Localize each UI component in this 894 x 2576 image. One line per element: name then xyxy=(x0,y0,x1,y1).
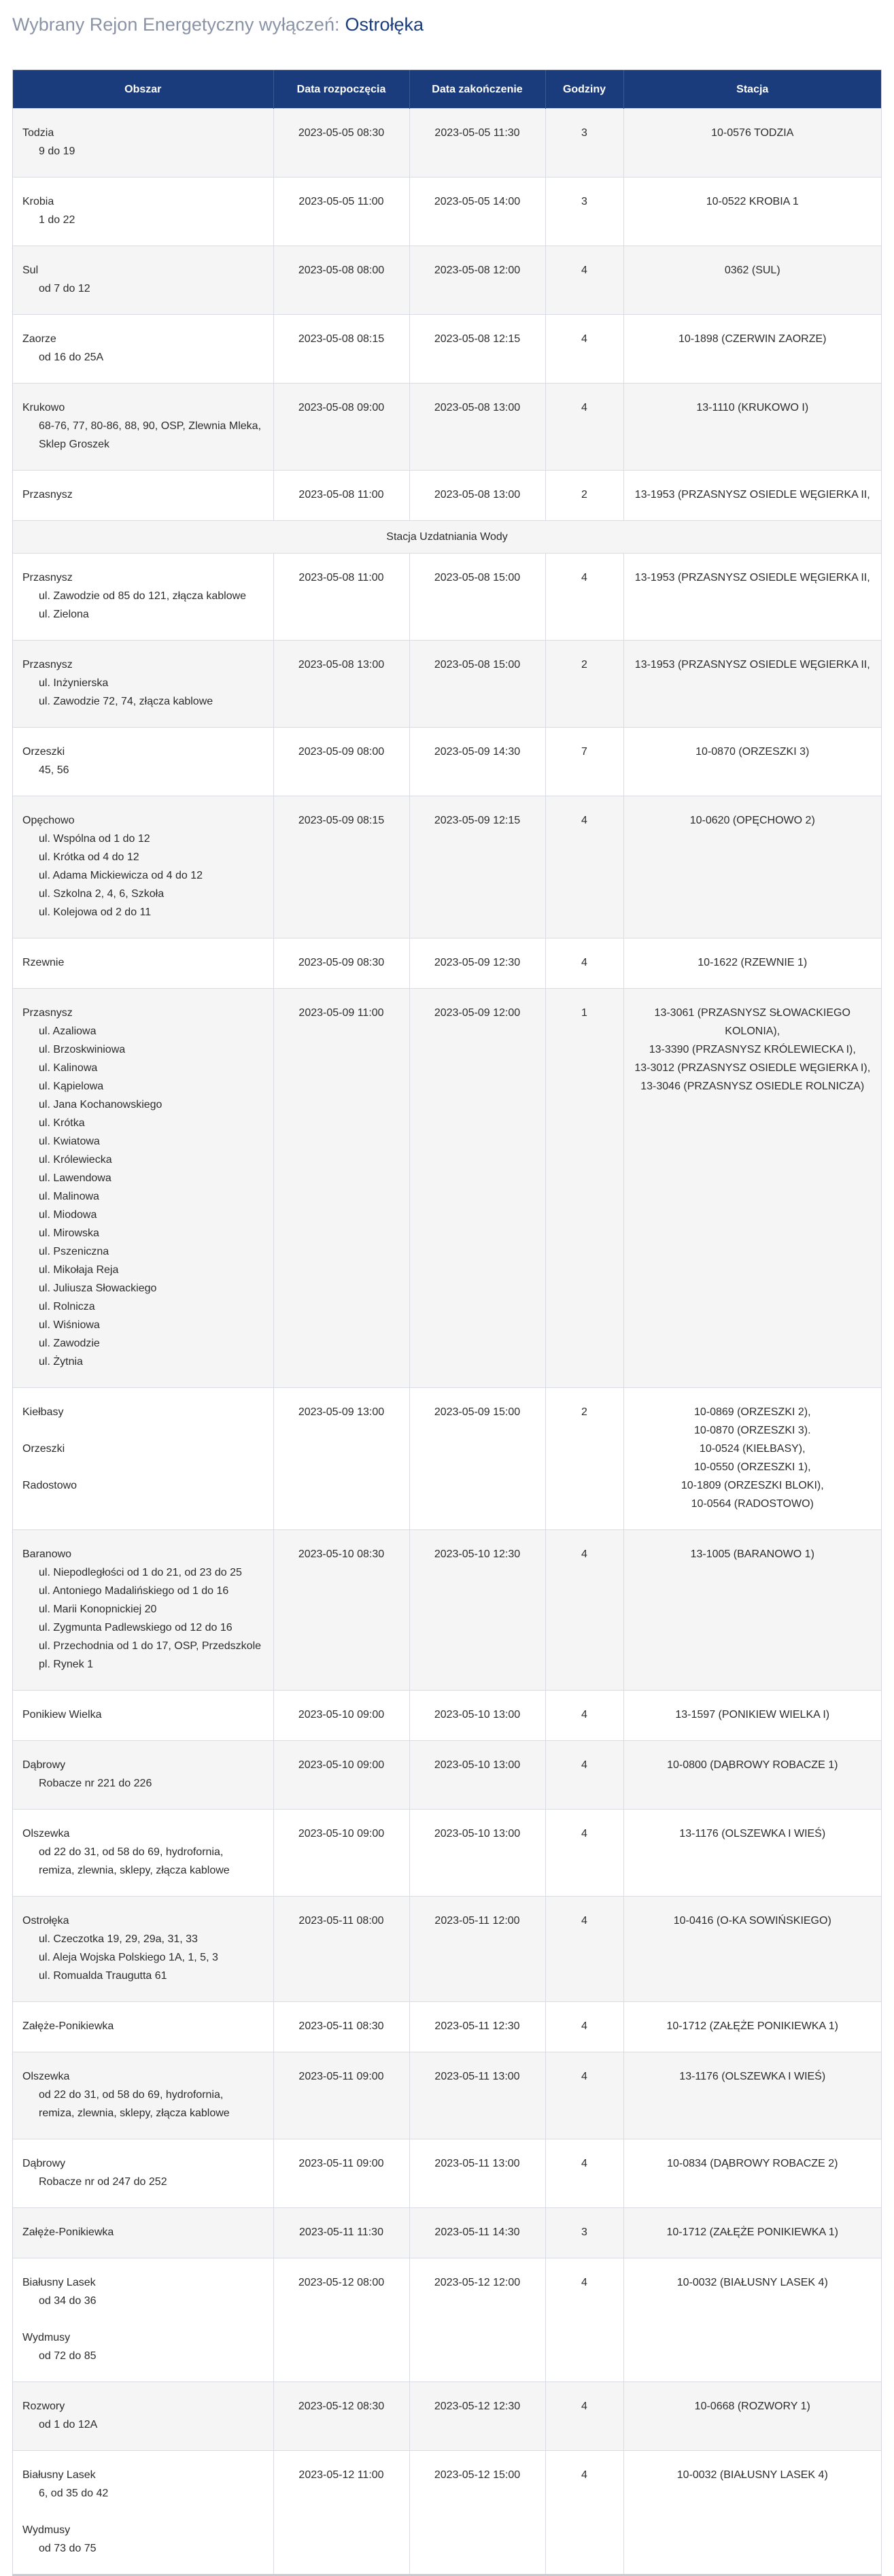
area-detail: ul. Krótka od 4 do 12 xyxy=(39,851,139,863)
area-detail: od 73 do 75 xyxy=(39,2543,97,2554)
cell-area xyxy=(13,796,273,938)
area-locality: Krukowo xyxy=(22,402,65,413)
table-row xyxy=(13,315,881,384)
cell-start-date: 2023-05-11 08:30 xyxy=(273,2002,409,2052)
cell-start-date: 2023-05-09 08:15 xyxy=(273,796,409,938)
area-locality: Orzeszki xyxy=(22,746,65,758)
area-detail: ul. Rolnicza xyxy=(39,1301,95,1312)
cell-end-date: 2023-05-10 13:00 xyxy=(409,1741,545,1810)
area-detail: ul. Wspólna od 1 do 12 xyxy=(39,833,150,845)
cell-hours: 4 xyxy=(545,2139,623,2208)
area-locality: Orzeszki xyxy=(22,1443,65,1455)
table-row xyxy=(13,1741,881,1810)
cell-start-date: 2023-05-08 08:15 xyxy=(273,315,409,384)
cell-area xyxy=(13,384,273,471)
table-body xyxy=(13,109,881,2575)
station-line: 13-3390 (PRZASNYSZ KRÓLEWIECKA I), xyxy=(649,1044,856,1055)
cell-hours: 4 xyxy=(545,1897,623,2002)
cell-end-date: 2023-05-09 12:30 xyxy=(409,938,545,989)
area-detail: ul. Brzoskwiniowa xyxy=(39,1044,126,1055)
cell-end-date: 2023-05-09 12:00 xyxy=(409,989,545,1388)
station-line: 10-0576 TODZIA xyxy=(711,127,794,139)
cell-end-date: 2023-05-09 12:15 xyxy=(409,796,545,938)
cell-hours: 3 xyxy=(545,2208,623,2258)
area-locality: Krobia xyxy=(22,196,54,207)
area-detail: remiza, zlewnia, sklepy, złącza kablowe xyxy=(39,2107,230,2119)
table-row xyxy=(13,384,881,471)
station-line: 10-1898 (CZERWIN ZAORZE) xyxy=(678,333,827,345)
cell-area xyxy=(13,1388,273,1530)
area-spacer xyxy=(22,2503,264,2521)
station-line: 10-0834 (DĄBROWY ROBACZE 2) xyxy=(667,2158,838,2169)
station-line: 10-0870 (ORZESZKI 3) xyxy=(695,746,810,758)
area-detail: ul. Pszeniczna xyxy=(39,1246,109,1257)
table-row xyxy=(13,1530,881,1691)
cell-hours: 4 xyxy=(545,1741,623,1810)
area-locality: Todzia xyxy=(22,127,54,139)
table-row xyxy=(13,554,881,641)
area-locality: Dąbrowy xyxy=(22,2158,66,2169)
cell-area xyxy=(13,2208,273,2258)
cell-station xyxy=(623,2382,881,2451)
cell-end-date: 2023-05-10 13:00 xyxy=(409,1691,545,1741)
station-line: 10-0416 (O-KA SOWIŃSKIEGO) xyxy=(673,1915,831,1927)
area-detail: pl. Rynek 1 xyxy=(39,1659,94,1670)
table-row xyxy=(13,1897,881,2002)
cell-station xyxy=(623,728,881,796)
cell-hours: 4 xyxy=(545,554,623,641)
cell-station xyxy=(623,2208,881,2258)
area-detail: ul. Mikołaja Reja xyxy=(39,1264,119,1276)
area-detail: ul. Królewiecka xyxy=(39,1154,112,1166)
area-detail: ul. Lawendowa xyxy=(39,1172,111,1184)
area-detail: ul. Kwiatowa xyxy=(39,1136,100,1147)
area-detail: ul. Adama Mickiewicza od 4 do 12 xyxy=(39,870,203,881)
cell-end-date: 2023-05-12 15:00 xyxy=(409,2451,545,2575)
cell-hours: 4 xyxy=(545,2002,623,2052)
station-line: 10-0800 (DĄBROWY ROBACZE 1) xyxy=(667,1759,838,1771)
cell-start-date: 2023-05-12 11:00 xyxy=(273,2451,409,2575)
area-detail: od 1 do 12A xyxy=(39,2419,98,2430)
area-locality: Olszewka xyxy=(22,2071,70,2082)
area-detail: ul. Zawodzie xyxy=(39,1338,100,1349)
column-header-station: Stacja xyxy=(623,70,881,109)
cell-area xyxy=(13,1810,273,1897)
cell-station xyxy=(623,796,881,938)
area-locality: Zaorze xyxy=(22,333,56,345)
cell-end-date: 2023-05-10 13:00 xyxy=(409,1810,545,1897)
area-detail: ul. Aleja Wojska Polskiego 1A, 1, 5, 3 xyxy=(39,1952,218,1963)
area-detail: Robacze nr 221 do 226 xyxy=(39,1778,152,1789)
cell-area xyxy=(13,109,273,177)
area-detail: remiza, zlewnia, sklepy, złącza kablowe xyxy=(39,1865,230,1876)
area-spacer xyxy=(22,1421,264,1440)
station-line: 10-0869 (ORZESZKI 2), xyxy=(693,1406,811,1418)
cell-hours: 2 xyxy=(545,641,623,728)
area-locality: Załęże-Ponikiewka xyxy=(22,2020,114,2032)
cell-start-date: 2023-05-12 08:30 xyxy=(273,2382,409,2451)
table-row xyxy=(13,1691,881,1741)
cell-end-date: 2023-05-10 12:30 xyxy=(409,1530,545,1691)
column-header-start-date: Data rozpoczęcia xyxy=(273,70,409,109)
cell-end-date: 2023-05-08 12:15 xyxy=(409,315,545,384)
cell-hours: 4 xyxy=(545,2382,623,2451)
cell-start-date: 2023-05-10 09:00 xyxy=(273,1691,409,1741)
table-note-row xyxy=(13,521,881,554)
area-locality: Kiełbasy xyxy=(22,1406,64,1418)
column-header-hours: Godziny xyxy=(545,70,623,109)
area-detail: ul. Kolejowa od 2 do 11 xyxy=(39,906,152,918)
table-row xyxy=(13,2052,881,2139)
cell-station xyxy=(623,1388,881,1530)
cell-station xyxy=(623,384,881,471)
cell-area xyxy=(13,2052,273,2139)
station-line: 10-0524 (KIEŁBASY), xyxy=(699,1443,806,1455)
table-row xyxy=(13,938,881,989)
area-detail: 68-76, 77, 80-86, 88, 90, OSP, Zlewnia Mleka, xyxy=(39,420,262,432)
area-detail: ul. Wiśniowa xyxy=(39,1319,100,1331)
table-row xyxy=(13,246,881,315)
station-line: 13-3046 (PRZASNYSZ OSIEDLE ROLNICZA) xyxy=(640,1081,865,1092)
area-detail: 9 do 19 xyxy=(39,146,75,157)
station-line: 13-3061 (PRZASNYSZ SŁOWACKIEGO KOLONIA), xyxy=(654,1007,850,1037)
cell-hours: 4 xyxy=(545,796,623,938)
station-line: 10-0620 (OPĘCHOWO 2) xyxy=(689,815,815,826)
cell-start-date: 2023-05-08 11:00 xyxy=(273,471,409,521)
cell-area xyxy=(13,938,273,989)
table-row xyxy=(13,2208,881,2258)
station-line: 10-0564 (RADOSTOWO) xyxy=(691,1498,814,1510)
cell-station xyxy=(623,938,881,989)
cell-start-date: 2023-05-08 11:00 xyxy=(273,554,409,641)
station-line: 13-1953 (PRZASNYSZ OSIEDLE WĘGIERKA II, xyxy=(634,572,870,583)
table-row xyxy=(13,2382,881,2451)
cell-station xyxy=(623,1897,881,2002)
cell-area xyxy=(13,315,273,384)
cell-start-date: 2023-05-08 09:00 xyxy=(273,384,409,471)
cell-station xyxy=(623,2139,881,2208)
area-detail: 6, od 35 do 42 xyxy=(39,2488,109,2499)
cell-area xyxy=(13,1897,273,2002)
area-detail: ul. Inżynierska xyxy=(39,677,109,689)
table-row xyxy=(13,471,881,521)
cell-hours: 4 xyxy=(545,938,623,989)
cell-end-date: 2023-05-11 12:00 xyxy=(409,1897,545,2002)
cell-area xyxy=(13,2258,273,2382)
area-locality: Białusny Lasek xyxy=(22,2469,96,2481)
area-locality: Ostrołęka xyxy=(22,1915,69,1927)
station-line: 13-1110 (KRUKOWO I) xyxy=(696,402,809,413)
area-detail: ul. Kalinowa xyxy=(39,1062,98,1074)
station-line: 13-1597 (PONIKIEW WIELKA I) xyxy=(675,1709,830,1721)
table-row xyxy=(13,2451,881,2575)
area-detail: ul. Zygmunta Padlewskiego od 12 do 16 xyxy=(39,1622,233,1633)
cell-end-date: 2023-05-11 13:00 xyxy=(409,2052,545,2139)
cell-hours: 3 xyxy=(545,177,623,246)
area-detail: ul. Marii Konopnickiej 20 xyxy=(39,1604,157,1615)
cell-station xyxy=(623,246,881,315)
page-title-label: Wybrany Rejon Energetyczny wyłączeń: xyxy=(12,14,340,35)
area-detail: ul. Kąpielowa xyxy=(39,1081,104,1092)
cell-station xyxy=(623,554,881,641)
area-detail: ul. Żytnia xyxy=(39,1356,83,1368)
cell-end-date: 2023-05-11 12:30 xyxy=(409,2002,545,2052)
area-locality: Białusny Lasek xyxy=(22,2277,96,2288)
station-line: 10-0870 (ORZESZKI 3). xyxy=(693,1425,811,1436)
table-row xyxy=(13,1810,881,1897)
cell-area xyxy=(13,471,273,521)
area-locality: Opęchowo xyxy=(22,815,75,826)
area-spacer xyxy=(22,2310,264,2328)
table-row xyxy=(13,796,881,938)
cell-hours: 4 xyxy=(545,2451,623,2575)
cell-area xyxy=(13,2382,273,2451)
cell-start-date: 2023-05-09 11:00 xyxy=(273,989,409,1388)
cell-end-date: 2023-05-11 13:00 xyxy=(409,2139,545,2208)
cell-area xyxy=(13,177,273,246)
cell-area xyxy=(13,641,273,728)
region-name: Ostrołęka xyxy=(345,14,424,35)
cell-hours: 4 xyxy=(545,246,623,315)
cell-hours: 4 xyxy=(545,1530,623,1691)
area-locality: Sul xyxy=(22,265,39,276)
area-detail: 1 do 22 xyxy=(39,214,75,226)
area-detail: ul. Malinowa xyxy=(39,1191,99,1202)
cell-end-date: 2023-05-08 15:00 xyxy=(409,641,545,728)
cell-area xyxy=(13,989,273,1388)
cell-station xyxy=(623,2451,881,2575)
area-detail: ul. Szkolna 2, 4, 6, Szkoła xyxy=(39,888,165,900)
cell-start-date: 2023-05-12 08:00 xyxy=(273,2258,409,2382)
area-detail: od 72 do 85 xyxy=(39,2350,97,2362)
cell-station xyxy=(623,2002,881,2052)
column-header-area: Obszar xyxy=(13,70,273,109)
column-header-end-date: Data zakończenie xyxy=(409,70,545,109)
cell-start-date: 2023-05-10 09:00 xyxy=(273,1810,409,1897)
table-row xyxy=(13,641,881,728)
cell-station xyxy=(623,109,881,177)
table-row xyxy=(13,2258,881,2382)
station-line: 13-3012 (PRZASNYSZ OSIEDLE WĘGIERKA I), xyxy=(634,1062,871,1074)
station-line: 13-1176 (OLSZEWKA I WIEŚ) xyxy=(679,1828,826,1840)
cell-hours: 4 xyxy=(545,2258,623,2382)
cell-area xyxy=(13,2139,273,2208)
area-detail: ul. Zielona xyxy=(39,609,89,620)
area-detail: od 22 do 31, od 58 do 69, hydrofornia, xyxy=(39,1846,224,1858)
table-row xyxy=(13,1388,881,1530)
cell-area xyxy=(13,728,273,796)
station-line: 10-0522 KROBIA 1 xyxy=(706,196,799,207)
area-detail: ul. Miodowa xyxy=(39,1209,97,1221)
cell-station xyxy=(623,641,881,728)
area-locality: Przasnysz xyxy=(22,489,73,501)
area-locality: Olszewka xyxy=(22,1828,70,1840)
cell-start-date: 2023-05-09 08:00 xyxy=(273,728,409,796)
cell-start-date: 2023-05-11 11:30 xyxy=(273,2208,409,2258)
cell-area xyxy=(13,1530,273,1691)
cell-start-date: 2023-05-10 08:30 xyxy=(273,1530,409,1691)
area-detail: ul. Azaliowa xyxy=(39,1026,97,1037)
area-locality: Załęże-Ponikiewka xyxy=(22,2226,114,2238)
station-line: 13-1005 (BARANOWO 1) xyxy=(690,1548,814,1560)
area-spacer xyxy=(22,1458,264,1476)
area-locality: Ponikiew Wielka xyxy=(22,1709,102,1721)
outages-table-container xyxy=(12,69,882,2576)
area-detail: ul. Niepodległości od 1 do 21, od 23 do 25 xyxy=(39,1567,242,1578)
area-detail: Sklep Groszek xyxy=(39,439,110,450)
cell-hours: 2 xyxy=(545,1388,623,1530)
cell-hours: 4 xyxy=(545,2052,623,2139)
area-detail: Robacze nr od 247 do 252 xyxy=(39,2176,167,2188)
station-line: 13-1176 (OLSZEWKA I WIEŚ) xyxy=(679,2071,826,2082)
table-row xyxy=(13,109,881,177)
area-detail: ul. Zawodzie 72, 74, złącza kablowe xyxy=(39,696,213,707)
area-detail: 45, 56 xyxy=(39,764,69,776)
station-line: 10-0550 (ORZESZKI 1), xyxy=(693,1461,811,1473)
cell-start-date: 2023-05-11 08:00 xyxy=(273,1897,409,2002)
cell-hours: 7 xyxy=(545,728,623,796)
header-row xyxy=(13,70,881,109)
area-locality: Baranowo xyxy=(22,1548,72,1560)
area-locality: Wydmusy xyxy=(22,2524,71,2536)
cell-start-date: 2023-05-11 09:00 xyxy=(273,2052,409,2139)
area-detail: ul. Romualda Traugutta 61 xyxy=(39,1970,167,1982)
cell-station xyxy=(623,1530,881,1691)
table-row xyxy=(13,2002,881,2052)
cell-hours: 4 xyxy=(545,384,623,471)
cell-end-date: 2023-05-08 12:00 xyxy=(409,246,545,315)
area-locality: Dąbrowy xyxy=(22,1759,66,1771)
area-detail: ul. Przechodnia od 1 do 17, OSP, Przedszkole xyxy=(39,1640,262,1652)
area-detail: ul. Antoniego Madalińskiego od 1 do 16 xyxy=(39,1585,229,1597)
cell-area xyxy=(13,246,273,315)
area-detail: od 16 do 25A xyxy=(39,352,104,363)
area-detail: od 34 do 36 xyxy=(39,2295,97,2307)
area-detail: ul. Mirowska xyxy=(39,1227,99,1239)
station-line: 10-1712 (ZAŁĘŻE PONIKIEWKA 1) xyxy=(666,2020,839,2032)
cell-end-date: 2023-05-12 12:30 xyxy=(409,2382,545,2451)
station-line: 10-1809 (ORZESZKI BLOKI), xyxy=(681,1480,824,1491)
area-locality: Przasnysz xyxy=(22,572,73,583)
cell-start-date: 2023-05-10 09:00 xyxy=(273,1741,409,1810)
station-line: 10-1712 (ZAŁĘŻE PONIKIEWKA 1) xyxy=(666,2226,839,2238)
area-detail: ul. Juliusza Słowackiego xyxy=(39,1283,157,1294)
area-detail: ul. Zawodzie od 85 do 121, złącza kablowe xyxy=(39,590,247,602)
area-locality: Wydmusy xyxy=(22,2332,71,2343)
area-detail: od 22 do 31, od 58 do 69, hydrofornia, xyxy=(39,2089,224,2101)
outages-table xyxy=(13,70,881,2574)
table-row xyxy=(13,728,881,796)
area-detail: ul. Krótka xyxy=(39,1117,85,1129)
area-detail: ul. Jana Kochanowskiego xyxy=(39,1099,162,1111)
cell-hours: 1 xyxy=(545,989,623,1388)
cell-hours: 3 xyxy=(545,109,623,177)
cell-hours: 4 xyxy=(545,315,623,384)
area-locality: Radostowo xyxy=(22,1480,78,1491)
cell-end-date: 2023-05-08 13:00 xyxy=(409,471,545,521)
cell-start-date: 2023-05-08 08:00 xyxy=(273,246,409,315)
station-line: 13-1953 (PRZASNYSZ OSIEDLE WĘGIERKA II, xyxy=(634,659,870,671)
cell-start-date: 2023-05-09 13:00 xyxy=(273,1388,409,1530)
cell-area xyxy=(13,554,273,641)
station-line: 13-1953 (PRZASNYSZ OSIEDLE WĘGIERKA II, xyxy=(634,489,870,501)
cell-station xyxy=(623,989,881,1388)
cell-station xyxy=(623,1691,881,1741)
cell-end-date: 2023-05-12 12:00 xyxy=(409,2258,545,2382)
cell-end-date: 2023-05-11 14:30 xyxy=(409,2208,545,2258)
cell-end-date: 2023-05-05 14:00 xyxy=(409,177,545,246)
cell-end-date: 2023-05-08 13:00 xyxy=(409,384,545,471)
area-locality: Rzewnie xyxy=(22,957,65,968)
area-locality: Przasnysz xyxy=(22,659,73,671)
cell-end-date: 2023-05-08 15:00 xyxy=(409,554,545,641)
cell-note: Stacja Uzdatniania Wody xyxy=(13,521,881,554)
table-row xyxy=(13,2139,881,2208)
table-header xyxy=(13,70,881,109)
table-row xyxy=(13,177,881,246)
cell-area xyxy=(13,2451,273,2575)
cell-area xyxy=(13,1691,273,1741)
station-line: 10-1622 (RZEWNIE 1) xyxy=(698,957,808,968)
station-line: 10-0032 (BIAŁUSNY LASEK 4) xyxy=(676,2469,828,2481)
cell-start-date: 2023-05-05 11:00 xyxy=(273,177,409,246)
cell-station xyxy=(623,2052,881,2139)
cell-end-date: 2023-05-09 15:00 xyxy=(409,1388,545,1530)
cell-area xyxy=(13,2002,273,2052)
area-locality: Rozwory xyxy=(22,2401,65,2412)
cell-start-date: 2023-05-09 08:30 xyxy=(273,938,409,989)
station-line: 10-0668 (ROZWORY 1) xyxy=(694,2401,810,2412)
cell-end-date: 2023-05-05 11:30 xyxy=(409,109,545,177)
cell-station xyxy=(623,1810,881,1897)
page-title xyxy=(12,0,882,49)
cell-station xyxy=(623,2258,881,2382)
area-detail: ul. Czeczotka 19, 29, 29a, 31, 33 xyxy=(39,1933,198,1945)
cell-start-date: 2023-05-11 09:00 xyxy=(273,2139,409,2208)
cell-hours: 4 xyxy=(545,1691,623,1741)
cell-area xyxy=(13,1741,273,1810)
cell-station xyxy=(623,471,881,521)
cell-start-date: 2023-05-05 08:30 xyxy=(273,109,409,177)
cell-hours: 2 xyxy=(545,471,623,521)
station-line: 0362 (SUL) xyxy=(724,265,780,276)
area-detail: od 7 do 12 xyxy=(39,283,90,294)
cell-end-date: 2023-05-09 14:30 xyxy=(409,728,545,796)
cell-station xyxy=(623,1741,881,1810)
cell-station xyxy=(623,315,881,384)
area-locality: Przasnysz xyxy=(22,1007,73,1019)
table-row xyxy=(13,989,881,1388)
cell-start-date: 2023-05-08 13:00 xyxy=(273,641,409,728)
cell-station xyxy=(623,177,881,246)
station-line: 10-0032 (BIAŁUSNY LASEK 4) xyxy=(676,2277,828,2288)
cell-hours: 4 xyxy=(545,1810,623,1897)
